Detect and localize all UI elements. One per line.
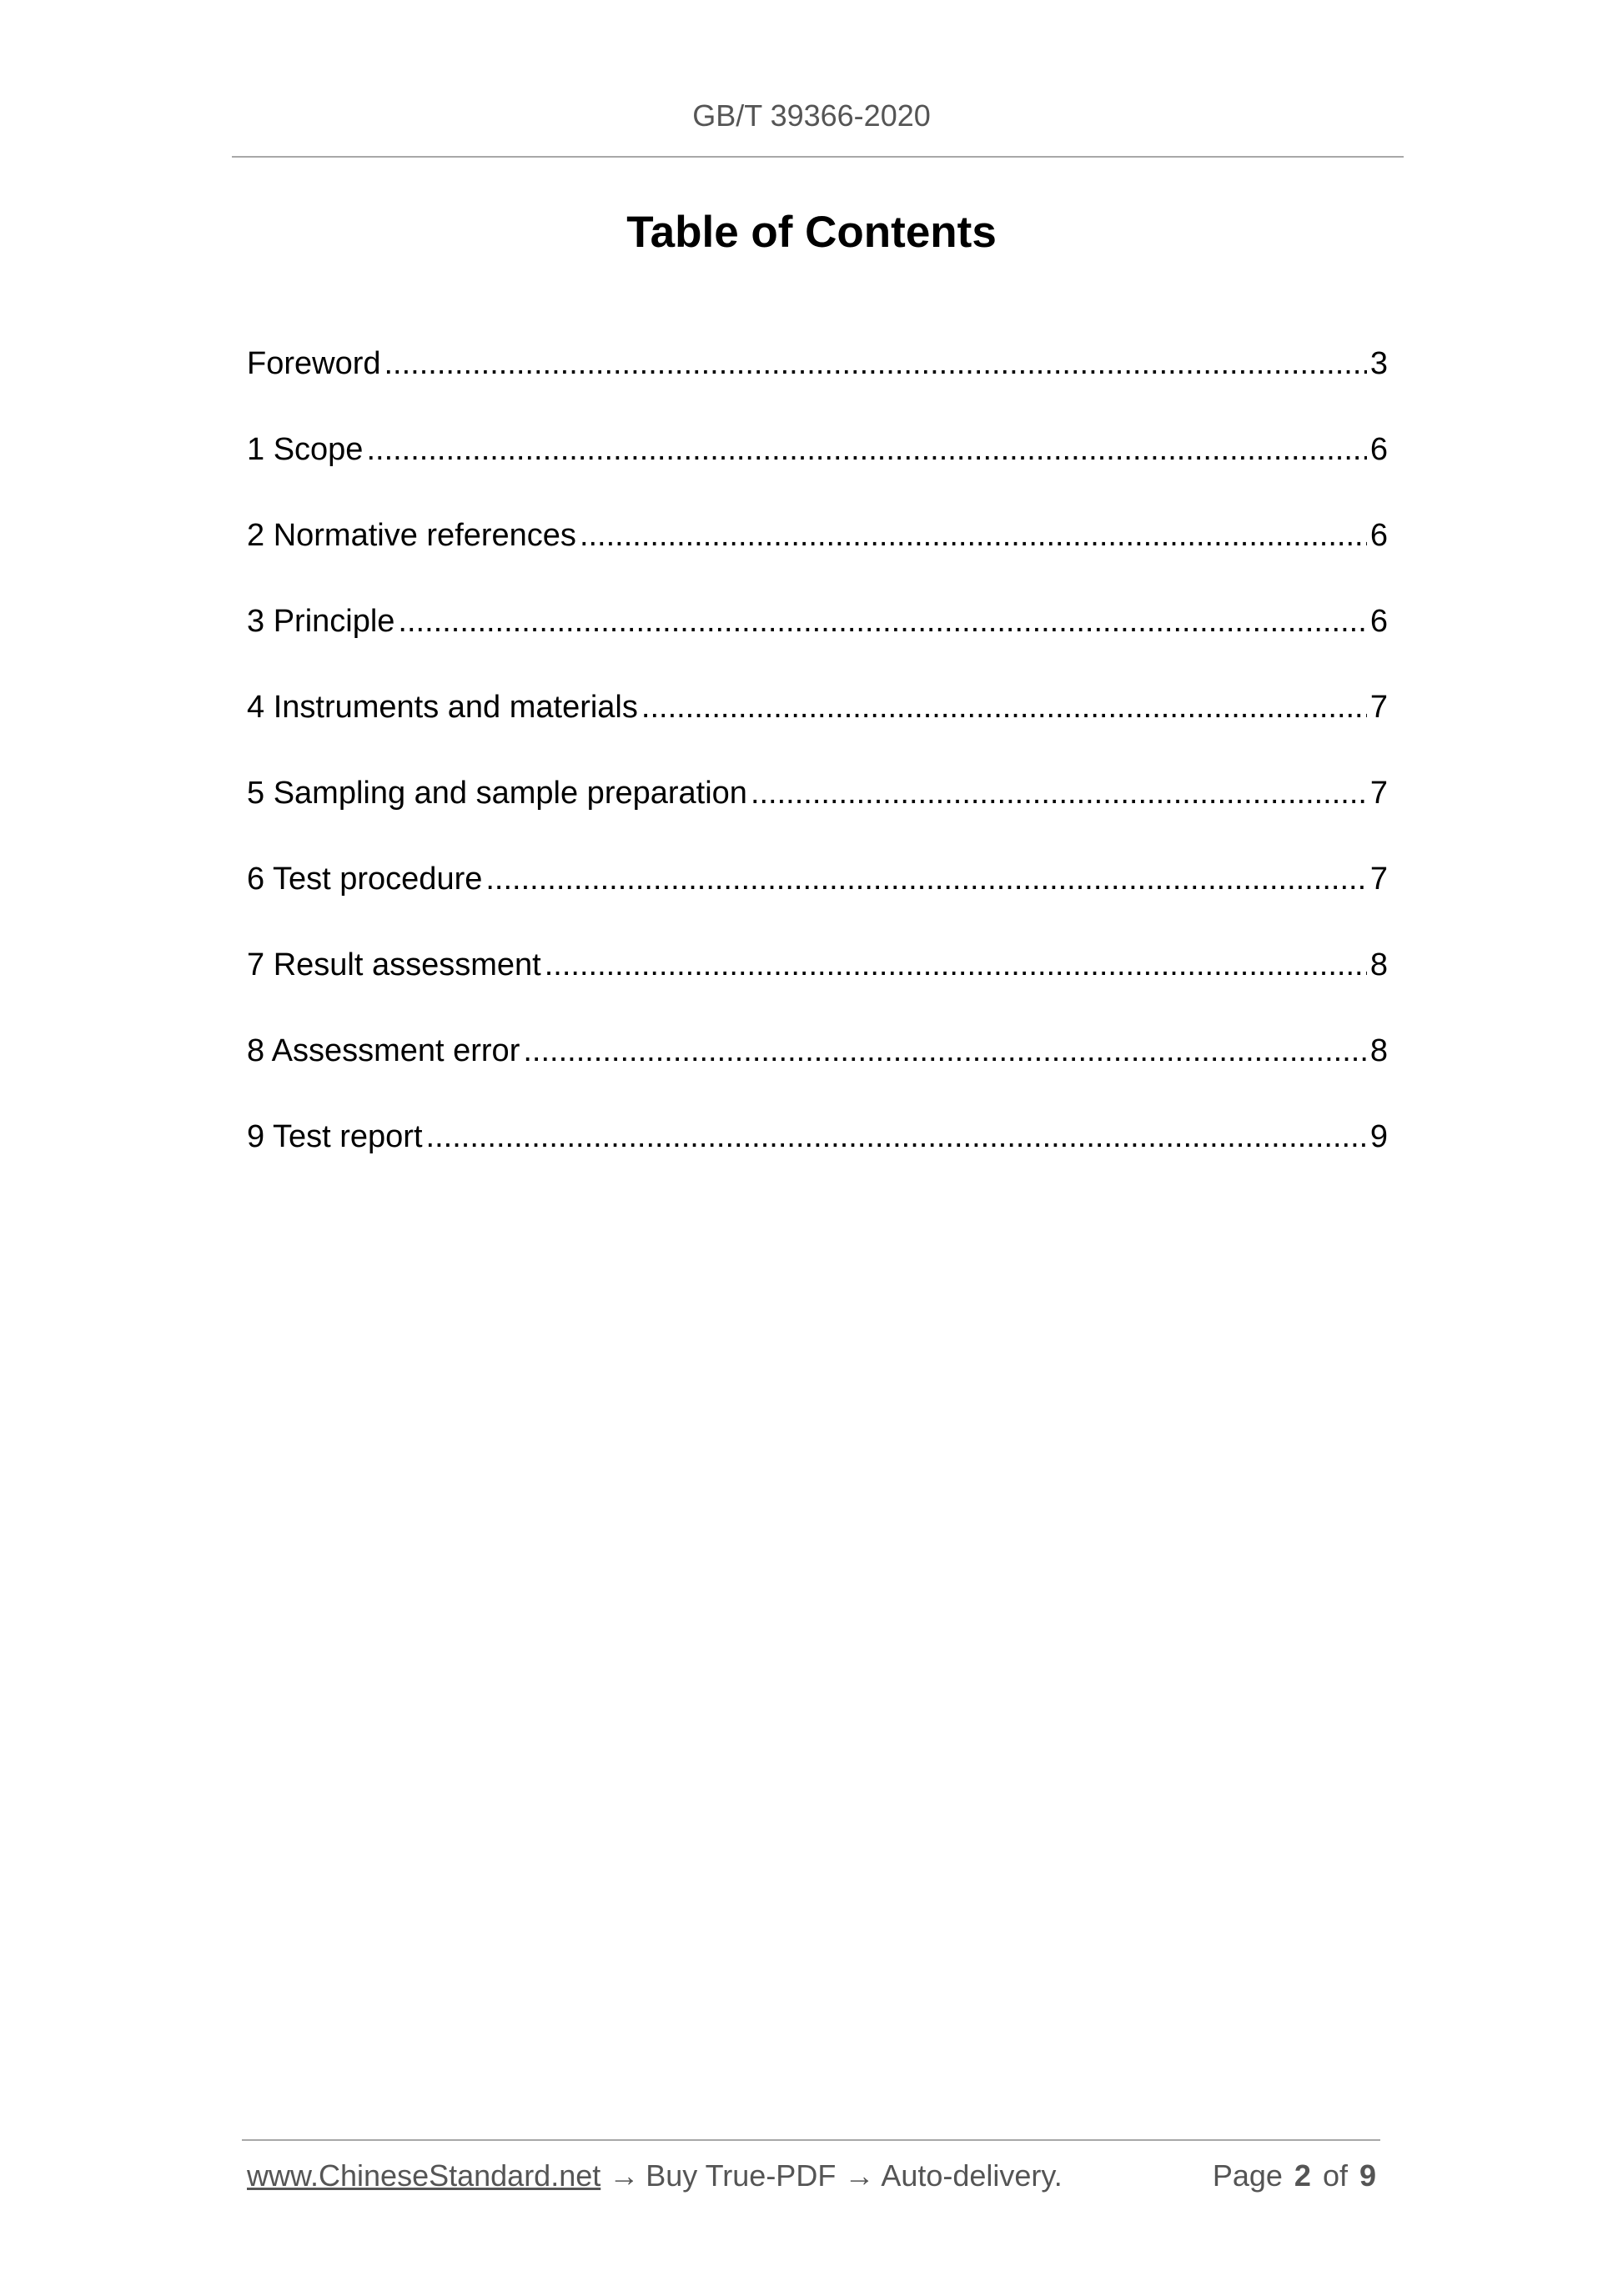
toc-entry-label: 2 Normative references: [247, 518, 576, 553]
dot-leader: [641, 684, 1367, 731]
toc-entry-label: 5 Sampling and sample preparation: [247, 776, 747, 811]
page-number: [1213, 2158, 1376, 2193]
website-link[interactable]: www.ChineseStandard.net: [247, 2158, 601, 2193]
toc-entry-foreword[interactable]: [247, 340, 1388, 426]
dot-leader: [384, 340, 1367, 387]
toc-entry-label: 6 Test procedure: [247, 862, 483, 897]
dot-leader: [580, 512, 1367, 559]
document-id-header: GB/T 39366-2020: [692, 98, 931, 133]
of-label: of: [1322, 2158, 1348, 2193]
toc-list: [247, 340, 1388, 1199]
auto-delivery-text: Auto-delivery.: [881, 2158, 1063, 2193]
toc-entry-page: 6: [1369, 604, 1388, 639]
current-page-number: 2: [1294, 2158, 1311, 2193]
toc-entry-sampling[interactable]: [247, 770, 1388, 856]
toc-entry-page: 9: [1369, 1119, 1388, 1154]
toc-entry-page: 3: [1369, 346, 1388, 381]
dot-leader: [485, 856, 1366, 902]
toc-entry-label: Foreword: [247, 346, 381, 381]
dot-leader: [751, 770, 1367, 816]
toc-title: Table of Contents: [626, 208, 997, 257]
toc-entry-page: 7: [1369, 862, 1388, 897]
dot-leader: [545, 942, 1367, 988]
toc-entry-page: 8: [1369, 1033, 1388, 1068]
dot-leader: [523, 1027, 1367, 1074]
toc-entry-label: 3 Principle: [247, 604, 395, 639]
footer-divider: [242, 2139, 1380, 2141]
toc-entry-page: 7: [1369, 776, 1388, 811]
toc-entry-label: 8 Assessment error: [247, 1033, 520, 1068]
toc-entry-normative-references[interactable]: [247, 512, 1388, 598]
toc-entry-scope[interactable]: [247, 426, 1388, 512]
page-footer: [247, 2158, 1381, 2205]
toc-entry-label: 4 Instruments and materials: [247, 690, 638, 725]
toc-entry-page: 7: [1369, 690, 1388, 725]
dot-leader: [426, 1113, 1367, 1160]
toc-entry-principle[interactable]: [247, 598, 1388, 684]
toc-entry-instruments-and-materials[interactable]: [247, 684, 1388, 770]
toc-entry-result-assessment[interactable]: [247, 942, 1388, 1027]
footer-promo: [247, 2158, 1063, 2193]
toc-entry-test-report[interactable]: [247, 1113, 1388, 1199]
header-divider: [232, 156, 1404, 158]
toc-entry-label: 7 Result assessment: [247, 947, 541, 982]
toc-entry-page: 6: [1369, 432, 1388, 467]
buy-true-pdf-text: Buy True-PDF: [646, 2158, 837, 2193]
toc-entry-assessment-error[interactable]: [247, 1027, 1388, 1113]
toc-entry-page: 6: [1369, 518, 1388, 553]
dot-leader: [398, 598, 1366, 645]
dot-leader: [366, 426, 1366, 473]
toc-entry-page: 8: [1369, 947, 1388, 982]
right-arrow-icon: →: [844, 2158, 875, 2193]
toc-entry-label: 1 Scope: [247, 432, 364, 467]
total-page-number: 9: [1359, 2158, 1376, 2193]
page-label: Page: [1212, 2158, 1283, 2193]
right-arrow-icon: →: [609, 2158, 640, 2193]
toc-entry-test-procedure[interactable]: [247, 856, 1388, 942]
toc-entry-label: 9 Test report: [247, 1119, 423, 1154]
